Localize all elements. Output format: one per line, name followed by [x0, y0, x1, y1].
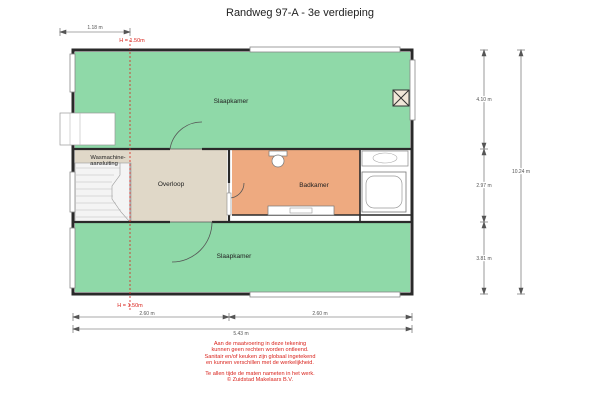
ceiling-height-label-bottom: H = 1.50m — [117, 303, 143, 309]
bathroom[interactable] — [232, 149, 360, 215]
room-label-laundry-1: Wasmachine- — [90, 155, 126, 161]
room-label-bedroom-bottom: Slaapkamer — [216, 253, 252, 260]
dimension-bottom-left: 2.60 m — [139, 311, 155, 317]
chimney-icon — [393, 90, 409, 106]
dimension-right-total: 10.24 m — [511, 169, 531, 175]
room-label-landing: Overloop — [157, 181, 185, 188]
room-label-laundry-2: aansluiting — [90, 161, 118, 167]
washbasin-icon — [362, 151, 408, 166]
room-label-bedroom-top: Slaapkamer — [213, 98, 249, 105]
dimension-total-width: 5.43 m — [233, 331, 249, 337]
shelf-unit — [60, 113, 115, 145]
sink-icon — [268, 206, 334, 215]
floor-plan-title: Randweg 97-A - 3e verdieping — [226, 7, 374, 19]
bathtub-icon — [362, 172, 406, 212]
dimension-bottom-right: 2.60 m — [312, 311, 328, 317]
disclaimer-line: Te allen tijde de maten nameten in het werk. — [205, 371, 315, 378]
dimension-right-top-h: 4.10 m — [476, 97, 492, 103]
radiator — [227, 193, 231, 215]
ceiling-height-label-top: H = 1.50m — [119, 38, 145, 44]
disclaimer-line: en kunnen verschillen met de werkelijkheid. — [206, 359, 314, 366]
disclaimer-line: Aan de maatvoering in deze tekening — [213, 341, 307, 347]
dimension-top-left: 1.18 m — [87, 25, 103, 31]
disclaimer-line: kunnen geen rechten worden ontleend. — [211, 347, 309, 354]
room-label-bathroom: Badkamer — [299, 182, 329, 189]
disclaimer-copyright: © Zuidstad Makelaars B.V. — [226, 377, 294, 384]
dimension-right-mid: 2.97 m — [476, 183, 492, 189]
staircase — [75, 163, 131, 222]
disclaimer-line: Sanitair en/of keuken zijn globaal ingetekend — [204, 353, 316, 360]
disclaimer — [140, 341, 380, 384]
dimension-right-bottom: 3.81 m — [476, 256, 492, 262]
